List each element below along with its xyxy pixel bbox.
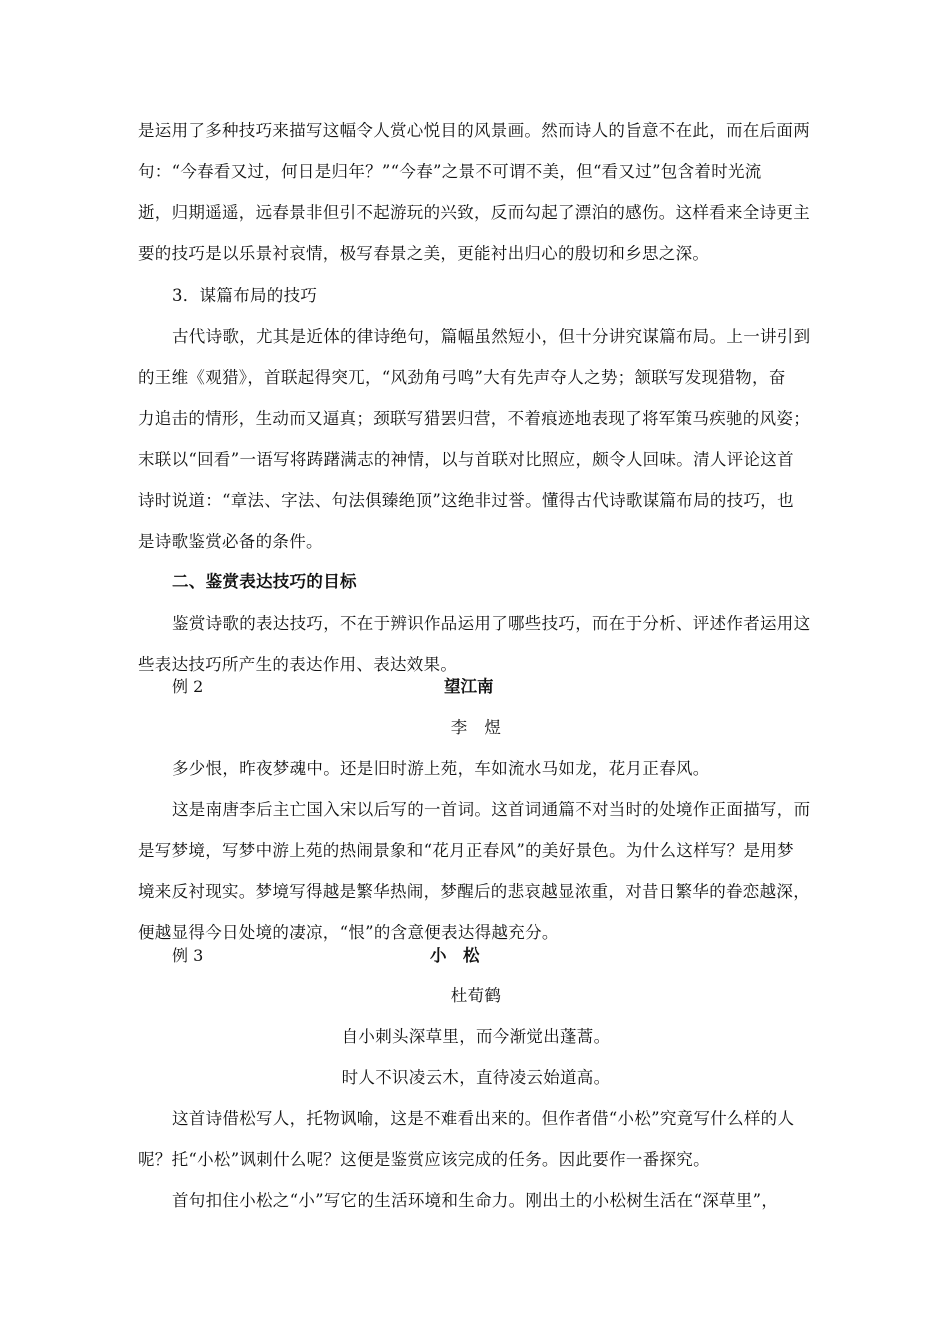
- paragraph-line: 力追击的情形，生动而又逼真；颈联写猎罢归营，不着痕迹地表现了将军策马疾驰的风姿；: [138, 409, 810, 428]
- paragraph-line: 些表达技巧所产生的表达作用、表达效果。: [138, 655, 458, 674]
- section-heading: 3．谋篇布局的技巧: [172, 286, 318, 305]
- poem-title: 小 松: [430, 946, 480, 965]
- analysis-line: 便越显得今日处境的凄凉，“恨”的含意便表达得越充分。: [138, 923, 559, 942]
- analysis-line: 呢？托“小松”讽刺什么呢？这便是鉴赏应该完成的任务。因此要作一番探究。: [138, 1150, 710, 1169]
- paragraph-line: 末联以“回看”一语写将踌躇满志的神情，以与首联对比照应，颇令人回味。清人评论这首: [138, 450, 794, 469]
- paragraph-line: 诗时说道：“章法、字法、句法俱臻绝顶”这绝非过誉。懂得古代诗歌谋篇布局的技巧，也: [138, 491, 794, 510]
- poem-author: 杜荀鹤: [450, 986, 502, 1005]
- paragraph-line: 的王维《观猎》，首联起得突兀，“风劲角弓鸣”大有先声夺人之势；颔联写发现猎物，奋: [138, 368, 786, 387]
- analysis-line: 这是南唐李后主亡国入宋以后写的一首词。这首词通篇不对当时的处境作正面描写，而: [172, 800, 811, 819]
- paragraph-line: 是诗歌鉴赏必备的条件。: [138, 532, 323, 551]
- poem-line: 自小刺头深草里，而今渐觉出蓬蒿。: [341, 1027, 611, 1046]
- poem-title: 望江南: [444, 677, 494, 696]
- paragraph-line: 逝，归期遥遥，远春景非但引不起游玩的兴致，反而勾起了漂泊的感伤。这样看来全诗更主: [138, 203, 810, 222]
- analysis-line: 境来反衬现实。梦境写得越是繁华热闹，梦醒后的悲哀越显浓重，对昔日繁华的眷恋越深，: [138, 882, 810, 901]
- poem-author: 李 煜: [450, 718, 502, 737]
- poem-text: 多少恨，昨夜梦魂中。还是旧时游上苑，车如流水马如龙，花月正春风。: [172, 759, 710, 778]
- paragraph-line: 古代诗歌，尤其是近体的律诗绝句，篇幅虽然短小，但十分讲究谋篇布局。上一讲引到: [172, 327, 811, 346]
- section-heading-bold: 二、鉴赏表达技巧的目标: [172, 572, 357, 591]
- paragraph-line: 句：“今春看又过，何日是归年？”“今春”之景不可谓不美，但“看又过”包含着时光流: [138, 162, 762, 181]
- analysis-line: 首句扣住小松之“小”写它的生活环境和生命力。刚出土的小松树生活在“深草里”，: [172, 1191, 779, 1210]
- example-label: 例 2: [172, 677, 204, 696]
- example-label: 例 3: [172, 946, 204, 965]
- poem-line: 时人不识凌云木，直待凌云始道高。: [341, 1068, 611, 1087]
- analysis-line: 是写梦境，写梦中游上苑的热闹景象和“花月正春风”的美好景色。为什么这样写？是用梦: [138, 841, 794, 860]
- paragraph-line: 是运用了多种技巧来描写这幅令人赏心悦目的风景画。然而诗人的旨意不在此，而在后面两: [138, 121, 810, 140]
- analysis-line: 这首诗借松写人，托物讽喻，这是不难看出来的。但作者借“小松”究竟写什么样的人: [172, 1109, 795, 1128]
- paragraph-line: 鉴赏诗歌的表达技巧，不在于辨识作品运用了哪些技巧，而在于分析、评述作者运用这: [172, 614, 811, 633]
- paragraph-line: 要的技巧是以乐景衬哀情，极写春景之美，更能衬出归心的殷切和乡思之深。: [138, 244, 710, 263]
